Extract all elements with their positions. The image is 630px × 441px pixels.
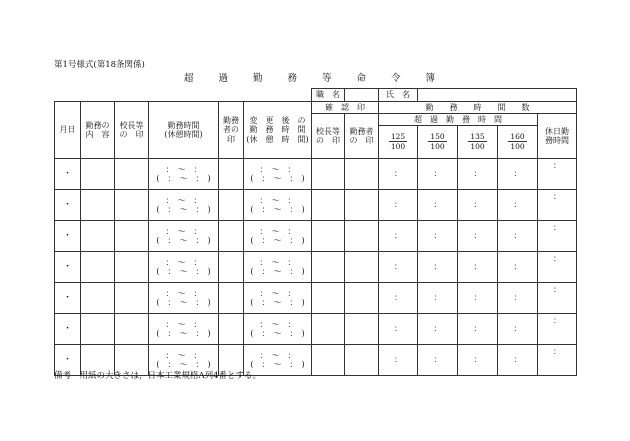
changed-hours-cell-line1: ： ～ ：	[259, 350, 296, 360]
work-hours-cell-line2: ( ： ～ ： )	[156, 205, 211, 214]
confirm-principal-cell[interactable]	[312, 283, 345, 314]
page-title: 超 過 勤 務 等 命 令 簿	[183, 73, 447, 84]
duty-content-cell[interactable]	[81, 252, 115, 283]
changed-hours-cell-line1: ： ～ ：	[259, 226, 296, 236]
shimei-field[interactable]	[418, 89, 577, 102]
confirm-worker-cell[interactable]	[345, 345, 379, 376]
worker-seal-cell[interactable]	[219, 314, 244, 345]
form-number: 第1号様式(第18条関係)	[54, 60, 145, 70]
worker-seal-cell[interactable]	[219, 159, 244, 190]
rate-125-cell[interactable]: ：	[379, 159, 418, 190]
rate-125-cell[interactable]: ：	[379, 252, 418, 283]
rate-160-cell[interactable]: ：	[498, 221, 538, 252]
holiday-hours-cell[interactable]: ：	[538, 252, 577, 283]
rate-160-cell[interactable]: ：	[498, 190, 538, 221]
rate-160-header: $\frac{160}{100}$	[498, 126, 538, 159]
confirm-worker-cell[interactable]	[345, 190, 379, 221]
rate-150-cell[interactable]: ：	[418, 345, 458, 376]
work-hours-cell[interactable]	[149, 252, 219, 283]
worker-seal-cell[interactable]	[219, 252, 244, 283]
work-hours-cell-line2: ( ： ～ ： )	[156, 267, 211, 276]
rate-135-cell[interactable]: ：	[458, 190, 498, 221]
shokumei-field[interactable]	[345, 89, 379, 102]
changed-hours-cell[interactable]	[244, 283, 312, 314]
overtime-order-ledger	[54, 88, 577, 376]
rate-125-cell[interactable]: ：	[379, 314, 418, 345]
rate-135-cell[interactable]: ：	[458, 345, 498, 376]
changed-hours-cell-line1: ： ～ ：	[259, 195, 296, 205]
shokumei-label: 職 名	[312, 89, 345, 102]
work-hours-cell-line2: ( ： ～ ： )	[156, 329, 211, 338]
rate-150-header: $\frac{150}{100}$	[418, 126, 458, 159]
changed-hours-cell-line1: ： ～ ：	[259, 164, 296, 174]
duty-content-cell[interactable]	[81, 283, 115, 314]
confirm-worker-header: 勤務者 の 印	[345, 114, 379, 159]
changed-hours-cell-line2: ( ： ～ ： )	[250, 205, 305, 214]
rate-150-cell[interactable]: ：	[418, 159, 458, 190]
holiday-hours-cell[interactable]: ：	[538, 159, 577, 190]
work-hours-cell-line2: ( ： ～ ： )	[156, 360, 211, 369]
rate-125-cell[interactable]: ：	[379, 283, 418, 314]
holiday-hours-header: 休日勤 務時間	[538, 114, 577, 159]
work-hours-cell-line1: ： ～ ：	[165, 350, 202, 360]
duty-content-cell[interactable]	[81, 159, 115, 190]
rate-150-cell[interactable]: ：	[418, 190, 458, 221]
work-hours-cell[interactable]	[149, 190, 219, 221]
rate-125-cell[interactable]: ：	[379, 221, 418, 252]
table-row	[55, 190, 577, 221]
confirm-principal-cell[interactable]	[312, 159, 345, 190]
confirm-worker-cell[interactable]	[345, 314, 379, 345]
confirm-principal-header: 校長等 の 印	[312, 114, 345, 159]
work-hours-cell-line2: ( ： ～ ： )	[156, 298, 211, 307]
principal-seal-cell[interactable]	[115, 252, 149, 283]
remarks-note: 備考 用紙の大きさは，日本工業規格A列4番とする。	[54, 371, 262, 381]
work-count-header: 勤 務 時 間 数	[379, 102, 577, 114]
duty-content-cell[interactable]	[81, 314, 115, 345]
work-hours-cell-line1: ： ～ ：	[165, 195, 202, 205]
table-row	[55, 283, 577, 314]
month-day-header: 月日	[55, 102, 81, 159]
confirm-worker-cell[interactable]	[345, 252, 379, 283]
rate-160-cell[interactable]: ：	[498, 345, 538, 376]
rate-125-cell[interactable]: ：	[379, 345, 418, 376]
table-row	[55, 314, 577, 345]
rate-160-cell[interactable]: ：	[498, 283, 538, 314]
principal-seal-cell[interactable]	[115, 314, 149, 345]
confirm-principal-cell[interactable]	[312, 314, 345, 345]
holiday-hours-cell[interactable]: ：	[538, 314, 577, 345]
work-hours-cell[interactable]	[149, 314, 219, 345]
table-row	[55, 221, 577, 252]
shimei-label: 氏 名	[379, 89, 418, 102]
work-hours-header: 勤務時間 (休憩時間)	[149, 102, 219, 159]
rate-150-cell[interactable]: ：	[418, 283, 458, 314]
changed-hours-cell[interactable]	[244, 190, 312, 221]
changed-hours-header: 変 更 後 の 勤 務 時 間 (休 憩 時 間)	[244, 102, 312, 159]
changed-hours-cell-line1: ： ～ ：	[259, 319, 296, 329]
date-cell[interactable]: ・	[55, 252, 81, 283]
work-hours-cell[interactable]	[149, 159, 219, 190]
date-cell[interactable]: ・	[55, 314, 81, 345]
rate-135-cell[interactable]: ：	[458, 159, 498, 190]
principal-seal-header: 校長等 の 印	[115, 102, 149, 159]
rate-150-cell[interactable]: ：	[418, 221, 458, 252]
table-row	[55, 252, 577, 283]
confirm-worker-cell[interactable]	[345, 221, 379, 252]
duty-content-cell[interactable]	[81, 190, 115, 221]
duty-content-header: 勤務の 内 容	[81, 102, 115, 159]
holiday-hours-cell[interactable]: ：	[538, 345, 577, 376]
confirm-principal-cell[interactable]	[312, 190, 345, 221]
work-hours-cell-line1: ： ～ ：	[165, 226, 202, 236]
work-hours-cell[interactable]	[149, 221, 219, 252]
work-hours-cell-line1: ： ～ ：	[165, 288, 202, 298]
rate-160-cell[interactable]: ：	[498, 314, 538, 345]
rate-135-cell[interactable]: ：	[458, 314, 498, 345]
confirm-principal-cell[interactable]	[312, 221, 345, 252]
holiday-hours-cell[interactable]: ：	[538, 190, 577, 221]
date-cell[interactable]: ・	[55, 190, 81, 221]
worker-seal-cell[interactable]	[219, 221, 244, 252]
changed-hours-cell-line2: ( ： ～ ： )	[250, 174, 305, 183]
rate-135-cell[interactable]: ：	[458, 221, 498, 252]
table-row	[55, 159, 577, 190]
changed-hours-cell-line2: ( ： ～ ： )	[250, 267, 305, 276]
rate-150-cell[interactable]: ：	[418, 314, 458, 345]
rate-135-header: $\frac{135}{100}$	[458, 126, 498, 159]
worker-seal-cell[interactable]	[219, 283, 244, 314]
changed-hours-cell-line1: ： ～ ：	[259, 257, 296, 267]
changed-hours-cell-line1: ： ～ ：	[259, 288, 296, 298]
principal-seal-cell[interactable]	[115, 283, 149, 314]
blank-cell	[55, 89, 312, 102]
worker-seal-cell[interactable]	[219, 190, 244, 221]
confirm-worker-cell[interactable]	[345, 159, 379, 190]
rate-125-header: $\frac{125}{100}$	[379, 126, 418, 159]
holiday-hours-cell[interactable]: ：	[538, 221, 577, 252]
work-hours-cell-line2: ( ： ～ ： )	[156, 236, 211, 245]
rate-160-cell[interactable]: ：	[498, 252, 538, 283]
changed-hours-cell-line2: ( ： ～ ： )	[250, 329, 305, 338]
holiday-hours-cell[interactable]: ：	[538, 283, 577, 314]
changed-hours-cell-line2: ( ： ～ ： )	[250, 360, 305, 369]
changed-hours-cell-line2: ( ： ～ ： )	[250, 236, 305, 245]
date-cell[interactable]: ・	[55, 221, 81, 252]
work-hours-cell-line2: ( ： ～ ： )	[156, 174, 211, 183]
confirm-seal-header: 確 認 印	[312, 102, 379, 114]
date-cell[interactable]: ・	[55, 345, 81, 376]
rate-150-cell[interactable]: ：	[418, 252, 458, 283]
duty-content-cell[interactable]	[81, 221, 115, 252]
principal-seal-cell[interactable]	[115, 190, 149, 221]
worker-seal-header: 勤務 者の 印	[219, 102, 244, 159]
rate-125-cell[interactable]: ：	[379, 190, 418, 221]
date-cell[interactable]: ・	[55, 283, 81, 314]
principal-seal-cell[interactable]	[115, 159, 149, 190]
work-hours-cell-line1: ： ～ ：	[165, 164, 202, 174]
date-cell[interactable]: ・	[55, 159, 81, 190]
confirm-principal-cell[interactable]	[312, 252, 345, 283]
changed-hours-cell[interactable]	[244, 159, 312, 190]
work-hours-cell-line1: ： ～ ：	[165, 257, 202, 267]
changed-hours-cell-line2: ( ： ～ ： )	[250, 298, 305, 307]
confirm-principal-cell[interactable]	[312, 345, 345, 376]
changed-hours-cell[interactable]	[244, 221, 312, 252]
principal-seal-cell[interactable]	[115, 221, 149, 252]
rate-135-cell[interactable]: ：	[458, 283, 498, 314]
overtime-header: 超 過 勤 務 時 間	[379, 114, 538, 126]
changed-hours-cell[interactable]	[244, 314, 312, 345]
changed-hours-cell[interactable]	[244, 252, 312, 283]
confirm-worker-cell[interactable]	[345, 283, 379, 314]
work-hours-cell-line1: ： ～ ：	[165, 319, 202, 329]
rate-135-cell[interactable]: ：	[458, 252, 498, 283]
rate-160-cell[interactable]: ：	[498, 159, 538, 190]
work-hours-cell[interactable]	[149, 283, 219, 314]
